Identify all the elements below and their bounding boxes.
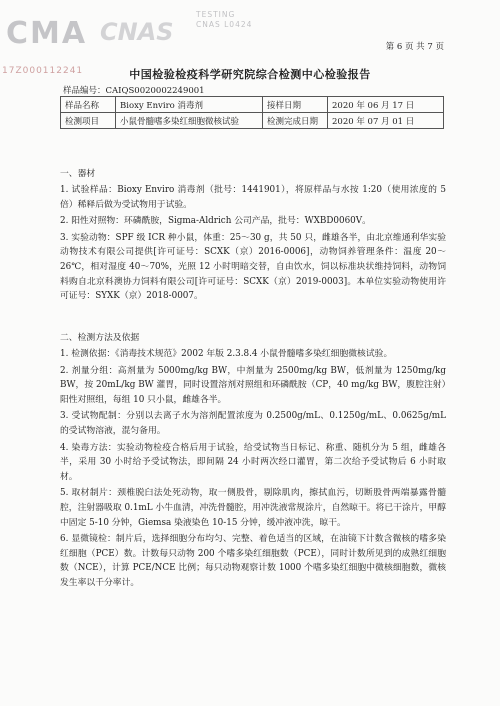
list-item: 1. 试验样品：Bioxy Enviro 消毒剂（批号：1441901），将原样品与水按 1:20（使用浓度的 5 倍）稀释后做为受试物用于试验。: [60, 185, 446, 210]
table-row: [61, 97, 444, 113]
list-item: 3. 实验动物：SPF 级 ICR 种小鼠，体重：25～30 g，共 50 只，雌雄各半，由北京维通利华实验动物技术有限公司提供[许可证号：SCXK（京）2016-0006]，动物饲养管理条件：温度 20～26℃，相对湿度 40～70%，光照 12 小时明暗交替，自由饮水，饲以标准块状维持饲料，动物饲料购自北京科澳协力饲料有限公司[许可证号：SCXK（京）2019-0003]。本单位实验动物使用许可证号：SYXK（京）2018-0007。: [60, 232, 446, 302]
table-cell: 检测完成日期: [263, 113, 328, 129]
list-item: 4. 染毒方法：实验动物检疫合格后用于试验，给受试物当日标记、称重、随机分为 5 组，雌雄各半，采用 30 小时给予受试物法，即间隔 24 小时两次经口灌胃，第二次给予受试物后 6 小时取材。: [60, 442, 446, 482]
report-title: 中国检验检疫科学研究院综合检测中心检验报告: [129, 68, 371, 81]
cnas-testing-label: TESTING: [196, 10, 236, 19]
table-row: [61, 113, 444, 129]
page-number: 第 6 页 共 7 页: [385, 42, 444, 52]
list-item: 5. 取材制片：颈椎脱臼法处死动物，取一侧股骨，剔除肌肉，擦拭血污，切断股骨两端暴露骨髓腔，注射器吸取 0.1mL 小牛血清，冲洗骨髓腔，用冲洗液常规涂片，自然晾干。将已干涂片，甲醇中固定 5-10 分钟，Giemsa 染液染色 10-15 分钟，缓冲液冲洗，晾干。: [60, 488, 446, 528]
list-item: 2. 剂量分组：高剂量为 5000mg/kg BW，中剂量为 2500mg/kg BW，低剂量为 1250mg/kg BW，按 20mL/kg BW 灌胃，同时设置溶剂对照组和环磷酰胺（CP，40 mg/kg BW，腹腔注射）阳性对照组，每组 10 只小鼠，雌雄各半。: [60, 365, 446, 405]
section-title: 一、器材: [60, 169, 96, 179]
cma-certificate-number: 17Z000112241: [2, 66, 84, 76]
table-cell: 样品名称: [61, 97, 116, 113]
list-item: 3. 受试物配制：分别以去离子水为溶剂配置浓度为 0.2500g/mL、0.1250g/mL、0.0625g/mL 的受试物溶液，混匀备用。: [60, 411, 446, 436]
section-equipment: [60, 166, 446, 306]
cnas-lab-number: CNAS L0424: [196, 20, 253, 29]
sample-number: 样品编号：CAIQS0020002249001: [63, 86, 205, 96]
list-item: 1. 检测依据：《消毒技术规范》2002 年版 2.3.8.4 小鼠骨髓嗜多染红细胞微核试验。: [60, 349, 393, 359]
table-cell: Bioxy Enviro 消毒剂: [116, 97, 263, 113]
table-cell: 接样日期: [263, 97, 328, 113]
table-cell: 检测项目: [61, 113, 116, 129]
table-cell: 2020 年 06 月 17 日: [328, 97, 444, 113]
cnas-accreditation-text: [196, 10, 252, 30]
section-title: 二、检测方法及依据: [60, 333, 140, 343]
list-item: 2. 阳性对照物：环磷酰胺，Sigma-Aldrich 公司产品，批号：WXBD0060V。: [60, 216, 371, 227]
info-table: [60, 96, 444, 129]
table-cell: 2020 年 07 月 01 日: [328, 113, 444, 129]
cnas-logo: CNAS: [100, 18, 174, 46]
list-item: 6. 显微镜检：制片后，选择细胞分布均匀、完整、着色适当的区域，在油镜下计数含微核的嗜多染红细胞（PCE）数。计数每只动物 200 个嗜多染红细胞数（PCE），同时计数所见到的成熟红细胞数（NCE），计算 PCE/NCE 比例；每只动物观察计数 1000 个嗜多染红细胞中微核细胞数，微核发生率以千分率计。: [60, 534, 446, 588]
cma-logo: CMA: [6, 16, 88, 51]
section-methods: [60, 330, 446, 593]
table-cell: 小鼠骨髓嗜多染红细胞微核试验: [116, 113, 263, 129]
